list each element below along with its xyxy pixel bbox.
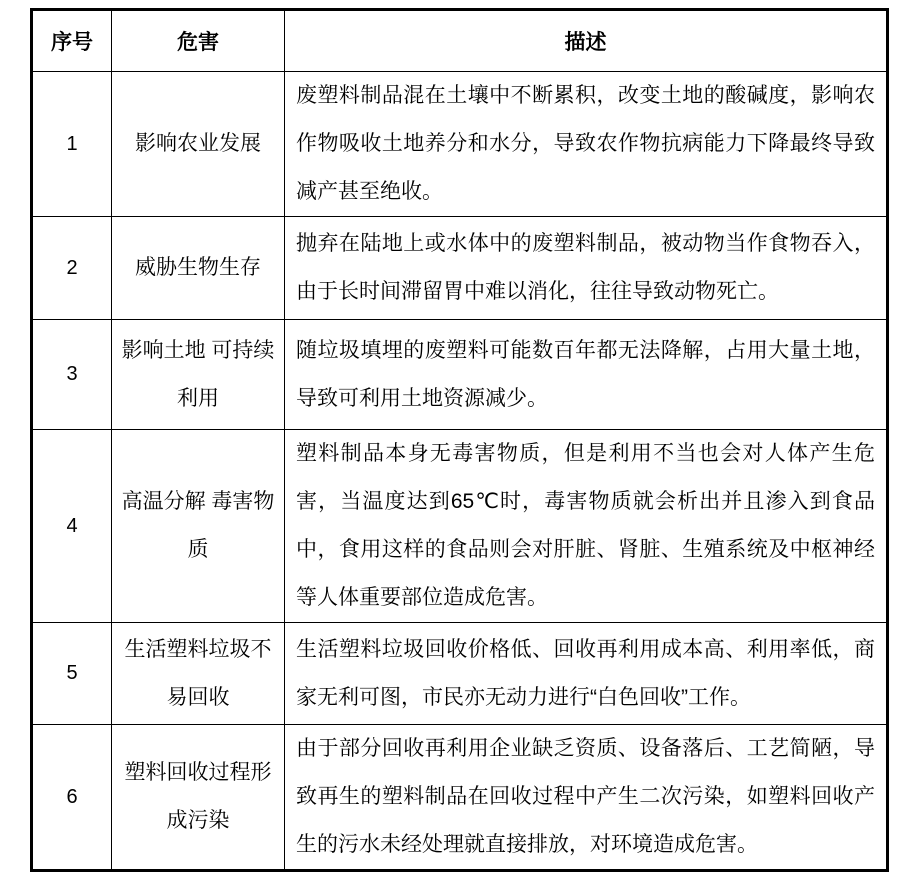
table-row <box>32 725 888 871</box>
row-description: 抛弃在陆地上或水体中的废塑料制品，被动物当作食物吞入，由于长时间滞留胃中难以消化，往往导致动物死亡。 <box>285 217 888 320</box>
row-id: 2 <box>32 217 112 320</box>
table-row <box>32 623 888 725</box>
row-id: 4 <box>32 430 112 623</box>
plastic-hazard-table <box>30 8 889 872</box>
row-id: 5 <box>32 623 112 725</box>
table-row <box>32 320 888 430</box>
row-id: 3 <box>32 320 112 430</box>
row-id: 6 <box>32 725 112 871</box>
row-id: 1 <box>32 72 112 217</box>
row-description: 废塑料制品混在土壤中不断累积，改变土地的酸碱度，影响农作物吸收土地养分和水分，导致农作物抗病能力下降最终导致减产甚至绝收。 <box>285 72 888 217</box>
header-id: 序号 <box>32 10 112 72</box>
table-header-row <box>32 10 888 72</box>
header-description: 描述 <box>285 10 888 72</box>
row-hazard: 高温分解 毒害物质 <box>112 430 285 623</box>
row-description: 随垃圾填埋的废塑料可能数百年都无法降解，占用大量土地，导致可利用土地资源减少。 <box>285 320 888 430</box>
row-description: 塑料制品本身无毒害物质，但是利用不当也会对人体产生危害，当温度达到65℃时，毒害物质就会析出并且渗入到食品中，食用这样的食品则会对肝脏、肾脏、生殖系统及中枢神经等人体重要部位造成危害。 <box>285 430 888 623</box>
row-hazard: 威胁生物生存 <box>112 217 285 320</box>
table-row <box>32 430 888 623</box>
row-description: 由于部分回收再利用企业缺乏资质、设备落后、工艺简陋，导致再生的塑料制品在回收过程中产生二次污染，如塑料回收产生的污水未经处理就直接排放，对环境造成危害。 <box>285 725 888 871</box>
table-row <box>32 217 888 320</box>
row-hazard: 影响土地 可持续利用 <box>112 320 285 430</box>
header-hazard: 危害 <box>112 10 285 72</box>
row-hazard: 影响农业发展 <box>112 72 285 217</box>
row-description: 生活塑料垃圾回收价格低、回收再利用成本高、利用率低，商家无利可图，市民亦无动力进行“白色回收”工作。 <box>285 623 888 725</box>
row-hazard: 塑料回收过程形成污染 <box>112 725 285 871</box>
table-row <box>32 72 888 217</box>
row-hazard: 生活塑料垃圾不易回收 <box>112 623 285 725</box>
